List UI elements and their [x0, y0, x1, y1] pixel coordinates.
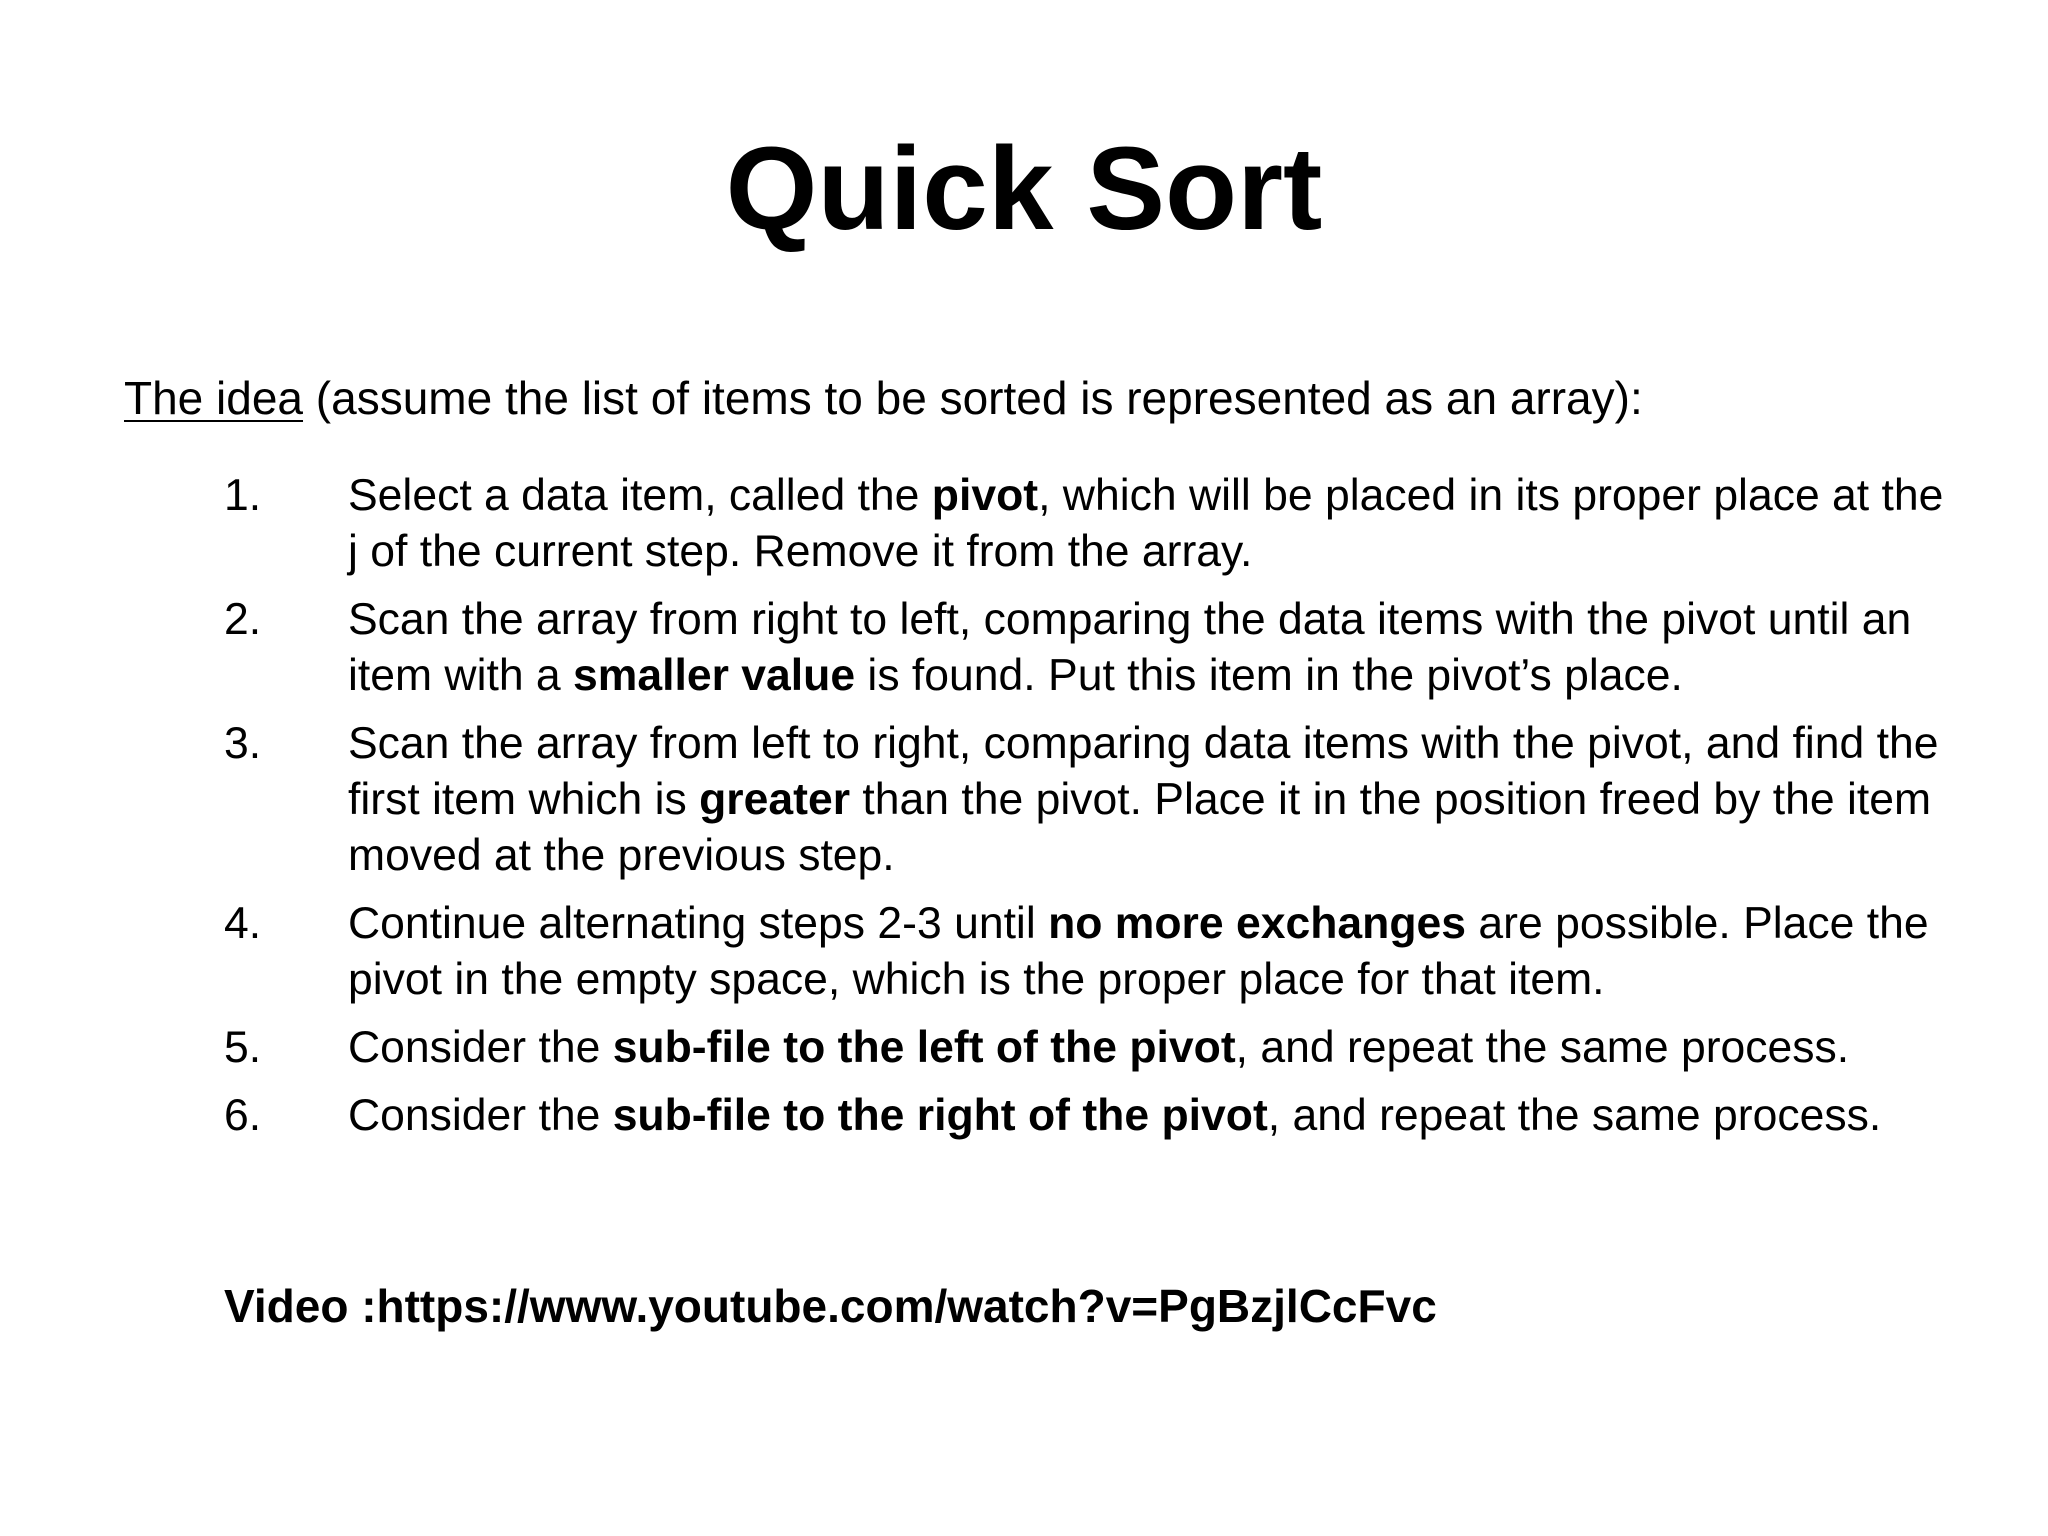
step-number: 1.: [224, 471, 262, 520]
slide-title: Quick Sort: [725, 123, 1323, 255]
intro-line: [124, 370, 1984, 426]
step-emphasis: sub-file to the right of the pivot: [612, 1091, 1268, 1140]
video-label: Video :: [224, 1280, 377, 1332]
step-text: Scan the array from right to left, comparing the data items with the pivot until an item with a: [348, 595, 1912, 700]
list-item: [224, 592, 1964, 704]
step-text: Consider the: [348, 1023, 613, 1072]
step-emphasis: greater: [699, 775, 851, 824]
step-number: 2.: [224, 595, 262, 644]
step-text: than the pivot. Place it in the position freed by the item moved at the previous step.: [348, 775, 1932, 880]
step-text: Select a data item, called the: [348, 471, 932, 520]
step-text: , which will be placed in its proper place at the j of the current step. Remove it from the array.: [348, 471, 1944, 576]
step-text: Consider the: [348, 1091, 613, 1140]
intro-text: (assume the list of items to be sorted is represented as an array):: [303, 372, 1643, 424]
intro-lead: The idea: [124, 372, 304, 424]
step-text: is found. Put this item in the pivot’s place.: [855, 651, 1683, 700]
step-text: Scan the array from left to right, comparing data items with the pivot, and find the first item which is: [348, 719, 1939, 824]
video-link[interactable]: https://www.youtube.com/watch?v=PgBzjlCcFvc: [376, 1280, 1437, 1332]
steps-list: [224, 468, 1964, 1156]
step-text: , and repeat the same process.: [1235, 1023, 1850, 1072]
step-text: , and repeat the same process.: [1267, 1091, 1882, 1140]
step-emphasis: no more exchanges: [1048, 899, 1467, 948]
step-number: 5.: [224, 1023, 262, 1072]
list-item: [224, 1088, 1964, 1144]
list-item: [224, 896, 1964, 1008]
list-item: [224, 1020, 1964, 1076]
step-number: 4.: [224, 899, 262, 948]
video-line: [224, 1278, 2024, 1334]
step-text: are possible. Place the pivot in the empty space, which is the proper place for that item.: [348, 899, 1929, 1004]
step-emphasis: sub-file to the left of the pivot: [612, 1023, 1236, 1072]
step-emphasis: smaller value: [573, 651, 856, 700]
step-text: Continue alternating steps 2-3 until: [348, 899, 1049, 948]
list-item: [224, 716, 1964, 884]
step-number: 3.: [224, 719, 262, 768]
list-item: [224, 468, 1964, 580]
step-emphasis: pivot: [931, 471, 1039, 520]
step-number: 6.: [224, 1091, 262, 1140]
